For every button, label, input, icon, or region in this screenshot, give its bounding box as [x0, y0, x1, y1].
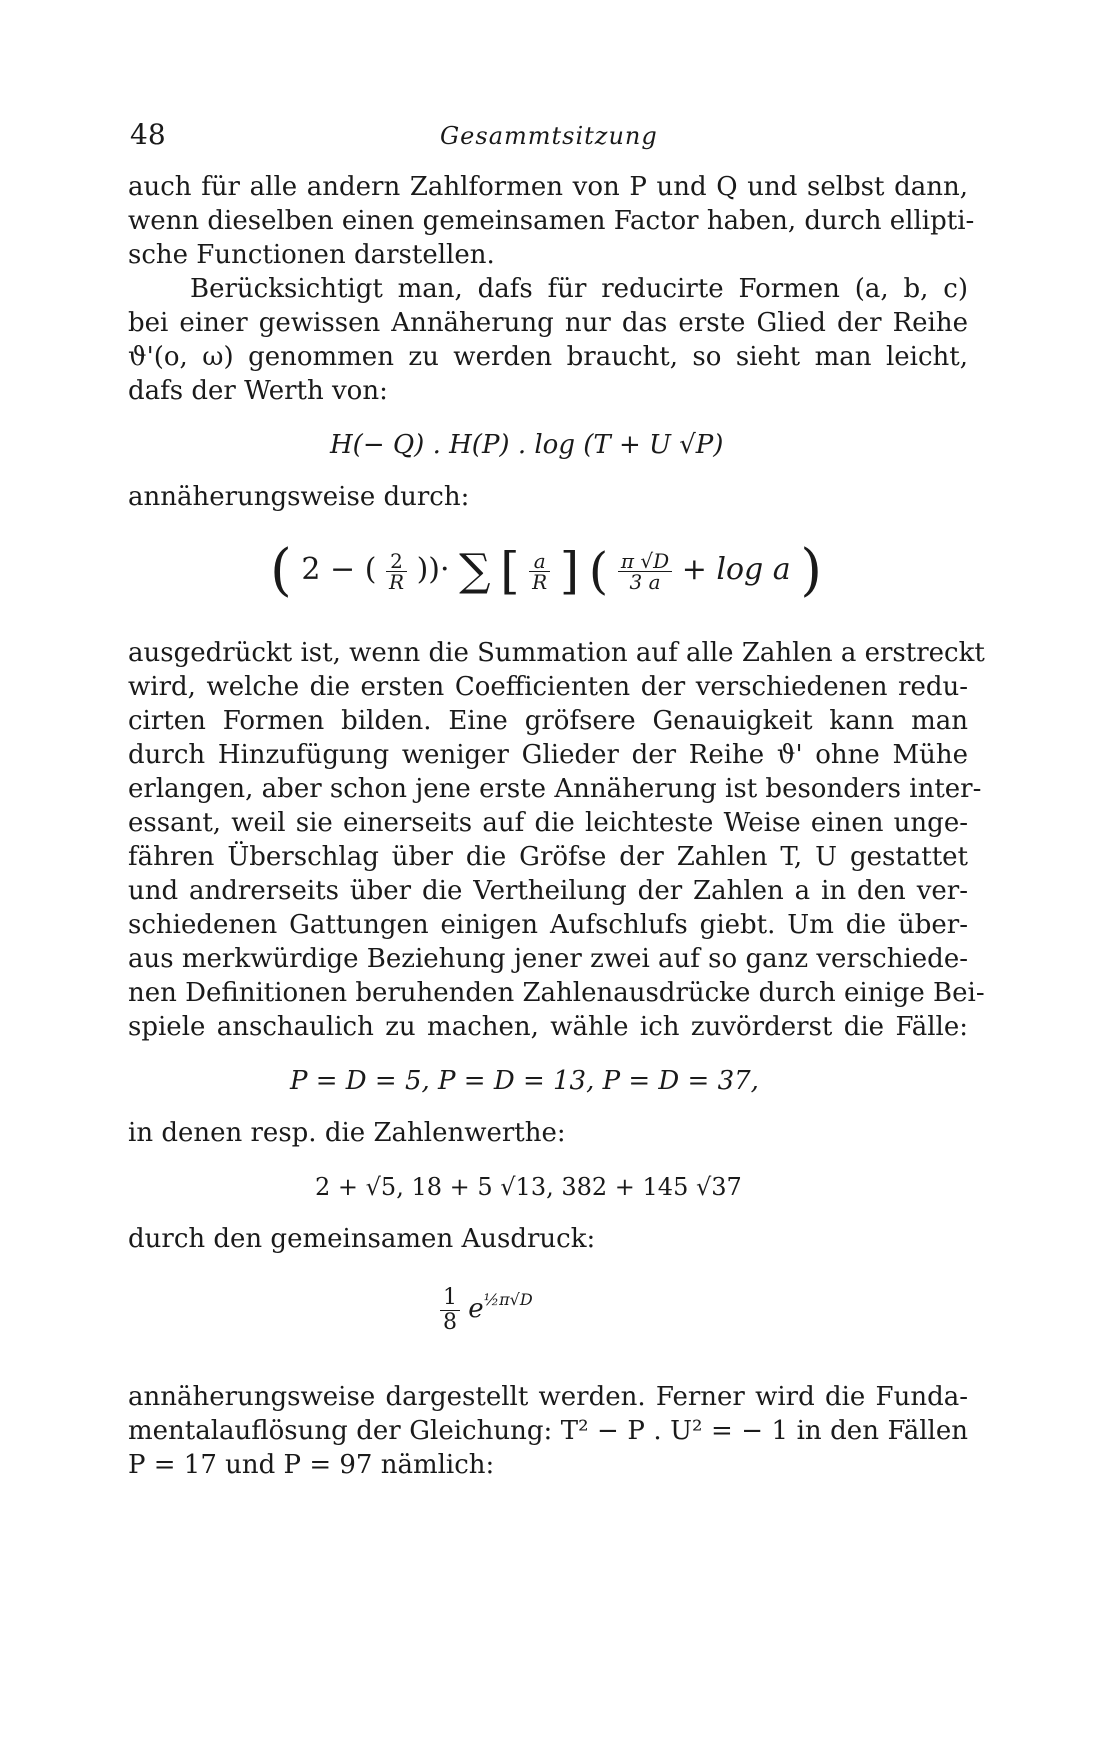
text-line: aus merkwürdige Beziehung jener zwei auf so ganz verschiede-: [128, 944, 968, 974]
text-line: bei einer gewissen Annäherung nur das erste Glied der Reihe: [128, 308, 968, 338]
exp-base: e: [468, 1294, 484, 1324]
text-line: annäherungsweise durch:: [128, 482, 470, 512]
text-line: wird, welche die ersten Coefficienten der verschiedenen redu-: [128, 672, 968, 702]
text-line: wenn dieselben einen gemeinsamen Factor haben, durch ellipti-: [128, 206, 975, 236]
text-line: auch für alle andern Zahlformen von P und Q und selbst dann,: [128, 172, 968, 202]
page-number: 48: [130, 118, 166, 151]
text-line: erlangen, aber schon jene erste Annäherung ist besonders inter-: [128, 774, 982, 804]
running-head: Gesammtsitzung: [440, 122, 658, 150]
text-line: ϑ'(o, ω) genommen zu werden braucht, so sieht man leicht,: [128, 342, 968, 372]
text-line: durch Hinzufügung weniger Glieder der Reihe ϑ' ohne Mühe: [128, 740, 968, 770]
text-line: mentalauflösung der Gleichung: T² − P . U² = − 1 in den Fällen: [128, 1416, 968, 1446]
text-line: dafs der Werth von:: [128, 376, 388, 406]
text-line: ausgedrückt ist, wenn die Summation auf alle Zahlen a erstreckt: [128, 638, 985, 668]
exp-exponent: ½π√D: [483, 1290, 533, 1309]
text-line: Berücksichtigt man, dafs für reducirte Formen (a, b, c): [190, 274, 968, 304]
text-line: und andrerseits über die Vertheilung der Zahlen a in den ver-: [128, 876, 968, 906]
text-line: fähren Überschlag über die Gröfse der Zahlen T, U gestattet: [128, 842, 968, 872]
fraction-one-eighth: $\frac{1}{8}$: [440, 1286, 460, 1335]
fraction-pi-sqrt-d: $\frac{\pi √D}{3 a}$: [618, 551, 672, 592]
close-paren: ): [800, 538, 823, 603]
text-line: spiele anschaulich zu machen, wähle ich zuvörderst die Fälle:: [128, 1012, 968, 1042]
sigma-symbol: ∑: [459, 545, 491, 596]
formula-p-equals-d: P = D = 5, P = D = 13, P = D = 37,: [290, 1066, 759, 1096]
formula-two-minus: 2 −: [301, 552, 356, 587]
open-paren: (: [270, 538, 292, 603]
plus-log-a: + log a: [681, 552, 791, 587]
formula-number-values: 2 + √5, 18 + 5 √13, 382 + 145 √37: [315, 1173, 742, 1201]
text-line: P = 17 und P = 97 nämlich:: [128, 1450, 495, 1480]
text-line: in denen resp. die Zahlenwerthe:: [128, 1118, 566, 1148]
text-line: annäherungsweise dargestellt werden. Ferner wird die Funda-: [128, 1382, 968, 1412]
text-line: essant, weil sie einerseits auf die leichteste Weise einen unge-: [128, 808, 968, 838]
fraction-2-over-r: $\frac{2}{R}$: [386, 551, 407, 592]
text-line: cirten Formen bilden. Eine gröfsere Genauigkeit kann man: [128, 706, 968, 736]
text-line: nen Definitionen beruhenden Zahlenausdrücke durch einige Bei-: [128, 978, 985, 1008]
formula-sum: ( 2 − ( $\frac{2}{R}$ ))· ∑ [ $\frac{a}{R}$ ] ( $\frac{\pi √D}{3 a}$ + log a ): [270, 538, 823, 603]
text-line: sche Functionen darstellen.: [128, 240, 495, 270]
fraction-a-over-r: $\frac{a}{R}$: [529, 551, 550, 592]
formula-h-log: H(− Q) . H(P) . log (T + U √P): [330, 430, 724, 460]
formula-exponential: [440, 1280, 533, 1335]
text-line: durch den gemeinsamen Ausdruck:: [128, 1224, 596, 1254]
text-line: schiedenen Gattungen einigen Aufschlufs giebt. Um die über-: [128, 910, 968, 940]
